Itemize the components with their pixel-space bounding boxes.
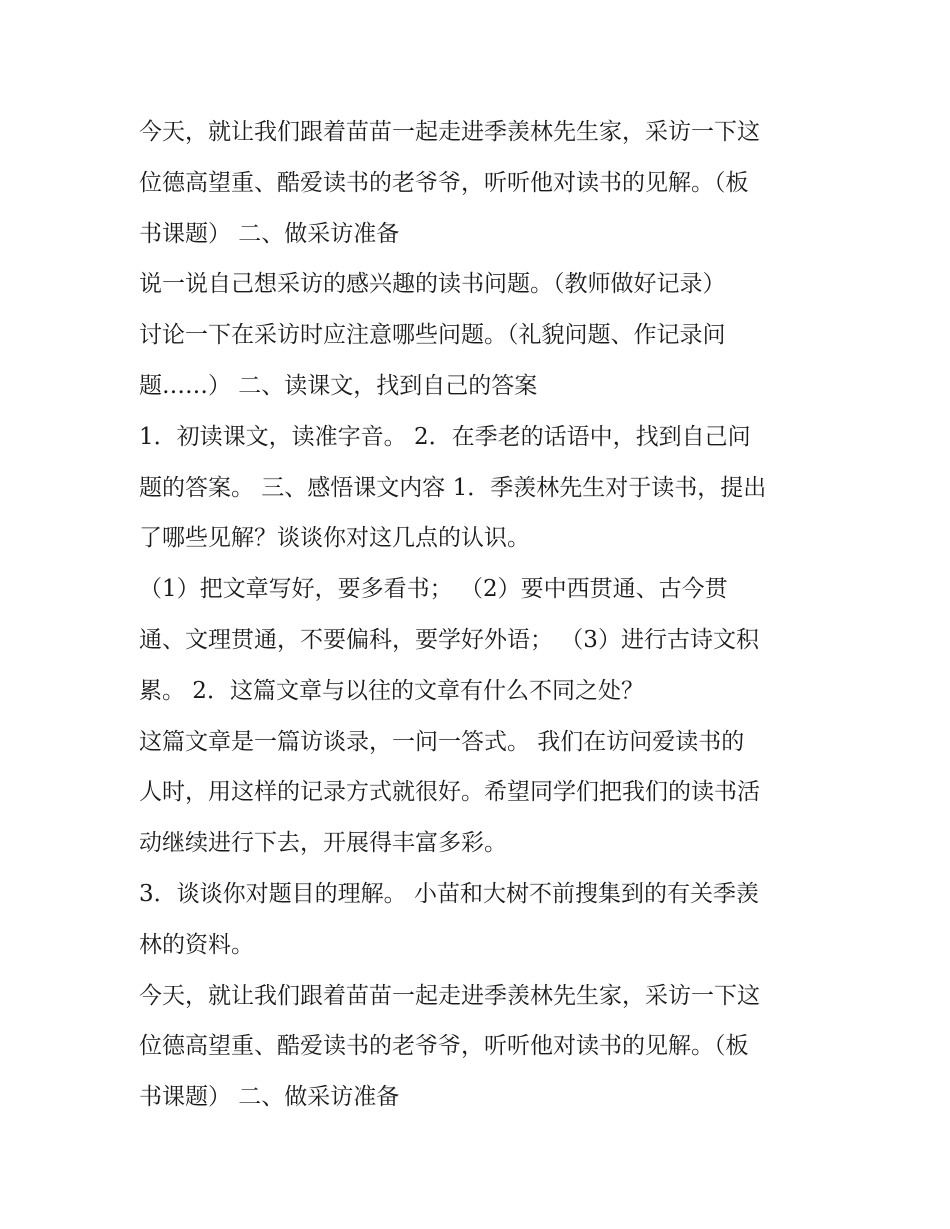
text-line: 动继续进行下去，开展得丰富多彩。 bbox=[139, 830, 507, 857]
text-line: 位德高望重、酷爱读书的老爷爷，听听他对读书的见解。（板 bbox=[139, 1033, 749, 1060]
text-line: 说一说自己想采访的感兴趣的读书问题。（教师做好记录） bbox=[139, 271, 726, 298]
text-line: 讨论一下在采访时应注意哪些问题。（礼貌问题、作记录问 bbox=[139, 322, 726, 349]
text-line: （1）把文章写好，要多看书； （2）要中西贯通、古今贯 bbox=[139, 576, 728, 603]
text-line: 题……） 二、读课文，找到自己的答案 bbox=[139, 372, 538, 399]
text-line: 题的答案。 三、感悟课文内容 1．季羡林先生对于读书，提出 bbox=[139, 474, 767, 501]
text-line: 累。 2．这篇文章与以往的文章有什么不同之处？ bbox=[139, 677, 644, 704]
text-line: 人时，用这样的记录方式就很好。希望同学们把我们的读书活 bbox=[139, 779, 760, 806]
text-line: 3．谈谈你对题目的理解。 小苗和大树不前搜集到的有关季羡 bbox=[139, 880, 759, 907]
text-line: 书课题） 二、做采访准备 bbox=[139, 1084, 400, 1111]
text-line: 这篇文章是一篇访谈录，一问一答式。 我们在访问爱读书的 bbox=[139, 728, 745, 755]
text-line: 位德高望重、酷爱读书的老爷爷，听听他对读书的见解。（板 bbox=[139, 169, 749, 196]
body-text bbox=[139, 107, 819, 1123]
text-line: 通、文理贯通，不要偏科，要学好外语； （3）进行古诗文积 bbox=[139, 626, 759, 653]
text-line: 林的资料。 bbox=[139, 931, 254, 958]
text-line: 今天，就让我们跟着苗苗一起走进季羡林先生家，采访一下这 bbox=[139, 982, 760, 1009]
text-line: 了哪些见解？谈谈你对这几点的认识。 bbox=[139, 525, 530, 552]
text-line: 今天，就让我们跟着苗苗一起走进季羡林先生家，采访一下这 bbox=[139, 119, 760, 145]
text-line: 1．初读课文，读准字音。 2．在季老的话语中，找到自己问 bbox=[139, 423, 751, 450]
text-line: 书课题） 二、做采访准备 bbox=[139, 220, 400, 247]
